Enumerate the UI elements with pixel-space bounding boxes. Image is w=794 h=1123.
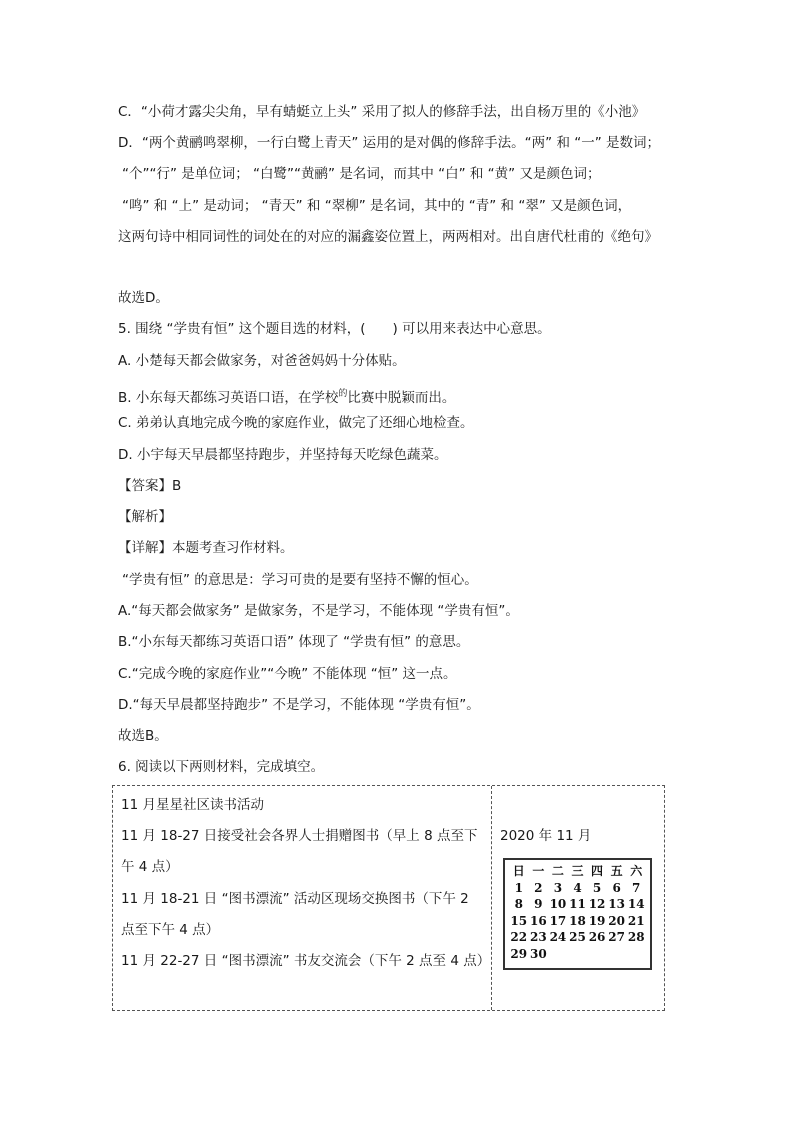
option-d-analysis: D．“两个黄鹂鸣翠柳，一行白鹭上青天” 运用的是对偶的修辞手法。“两” 和 “一” 是数词； (118, 135, 661, 151)
table-left-line: 11 月星星社区读书活动 (121, 797, 264, 813)
option-b (118, 385, 455, 407)
analysis-line: “鸣” 和 “上” 是动词； “青天” 和 “翠柳” 是名词，其中的 “青” 和 “翠” 又是颜色词， (122, 198, 632, 214)
option-d: D. 小宇每天早晨都坚持跑步，并坚持每天吃绿色蔬菜。 (118, 447, 448, 463)
table-left-line: 11 月 22-27 日 “图书漂流” 书友交流会（下午 2 点至 4 点） (121, 953, 491, 969)
analysis-label: 【解析】 (118, 509, 172, 525)
detail-d: D.“每天早晨都坚持跑步” 不是学习，不能体现 “学贵有恒”。 (118, 697, 480, 713)
calendar-weekday: 二 (551, 864, 564, 878)
calendar-day (626, 946, 646, 963)
calendar-day: 19 (588, 913, 606, 928)
calendar-weekday: 一 (532, 864, 545, 878)
option-c: C. 弟弟认真地完成今晚的家庭作业，做完了还细心地检查。 (118, 415, 474, 431)
calendar-day: 6 (612, 880, 621, 895)
calendar-day: 27 (608, 930, 625, 944)
calendar-day: 2 (534, 880, 543, 895)
calendar-day: 14 (627, 897, 645, 911)
calendar-day: 22 (510, 930, 528, 944)
material-table (112, 785, 665, 1011)
analysis-line: “个”“行” 是单位词； “白鹭”“黄鹂” 是名词，而其中 “白” 和 “黄” 又是颜色词； (122, 166, 601, 182)
calendar-weekday: 日 (512, 864, 525, 878)
calendar-weekday: 三 (571, 864, 584, 878)
calendar-day: 29 (510, 946, 528, 961)
answer-choice: 故选D。 (118, 290, 169, 306)
option-b-part1: B. 小东每天都练习英语口语，在学校 (118, 390, 339, 406)
calendar-day: 28 (627, 930, 645, 944)
calendar-day: 26 (588, 930, 606, 944)
calendar-day: 7 (632, 880, 641, 895)
calendar-day: 18 (569, 913, 586, 928)
calendar-day: 5 (592, 880, 602, 895)
calendar-day: 12 (588, 897, 606, 911)
option-b-part2: 比赛中脱颖而出。 (347, 390, 456, 406)
calendar-day: 11 (569, 897, 586, 911)
calendar-day: 21 (627, 913, 645, 928)
calendar-day: 23 (530, 930, 547, 944)
answer-choice: 故选B。 (118, 728, 168, 744)
calendar-day (607, 946, 627, 963)
analysis-line: 这两句诗中相同词性的词处在的对应的漏鑫姿位置上，两两相对。出自唐代杜甫的《绝句》 (118, 229, 658, 245)
calendar-day: 24 (549, 930, 567, 944)
calendar-day: 15 (510, 913, 528, 928)
calendar-day: 17 (549, 913, 567, 928)
calendar-title: 2020 年 11 月 (500, 828, 592, 844)
calendar-day: 1 (514, 880, 523, 895)
table-left-line: 11 月 18-21 日 “图书漂流” 活动区现场交换图书（下午 2 (121, 891, 469, 907)
option-c-analysis: C．“小荷才露尖尖角，早有蜻蜓立上头” 采用了拟人的修辞手法，出自杨万里的《小池》 (118, 104, 646, 120)
detail-label: 【详解】本题考查习作材料。 (118, 540, 294, 556)
calendar-day: 16 (530, 913, 547, 928)
question-6: 6. 阅读以下两则材料，完成填空。 (118, 759, 325, 775)
calendar-weekday: 四 (591, 864, 604, 878)
calendar-day (587, 946, 607, 963)
table-left-line: 点至下午 4 点） (121, 922, 220, 938)
option-b-sup: 的 (338, 389, 348, 399)
detail-b: B.“小东每天都练习英语口语” 体现了 “学贵有恒” 的意思。 (118, 634, 470, 650)
calendar-weekday: 六 (630, 864, 643, 878)
detail-c: C.“完成今晚的家庭作业”“今晚” 不能体现 “恒” 这一点。 (118, 666, 457, 682)
calendar-day: 13 (608, 897, 625, 911)
detail-line: “学贵有恒” 的意思是：学习可贵的是要有坚持不懈的恒心。 (122, 572, 478, 588)
calendar-day: 4 (573, 880, 582, 895)
calendar-day: 20 (608, 913, 625, 928)
calendar-day: 10 (549, 897, 567, 911)
calendar-day: 3 (553, 880, 563, 895)
calendar-day: 25 (569, 930, 586, 944)
calendar-day (568, 946, 588, 963)
calendar-day: 8 (514, 897, 523, 911)
calendar-grid (509, 863, 646, 962)
question-5: 5. 围绕 “学贵有恒” 这个题目选的材料，( ) 可以用来表达中心意思。 (118, 321, 551, 337)
table-left-line: 午 4 点） (121, 859, 179, 875)
detail-a: A.“每天都会做家务” 是做家务，不是学习，不能体现 “学贵有恒”。 (118, 603, 519, 619)
answer-label: 【答案】B (118, 478, 182, 494)
calendar-day (548, 946, 568, 963)
calendar-weekday: 五 (610, 864, 623, 878)
calendar (503, 858, 652, 970)
calendar-day: 30 (530, 946, 547, 961)
calendar-day: 9 (534, 897, 543, 911)
option-a: A. 小楚每天都会做家务，对爸爸妈妈十分体贴。 (118, 353, 406, 369)
table-left-line: 11 月 18-27 日接受社会各界人士捐赠图书（早上 8 点至下 (121, 828, 478, 844)
table-divider (491, 786, 492, 1010)
